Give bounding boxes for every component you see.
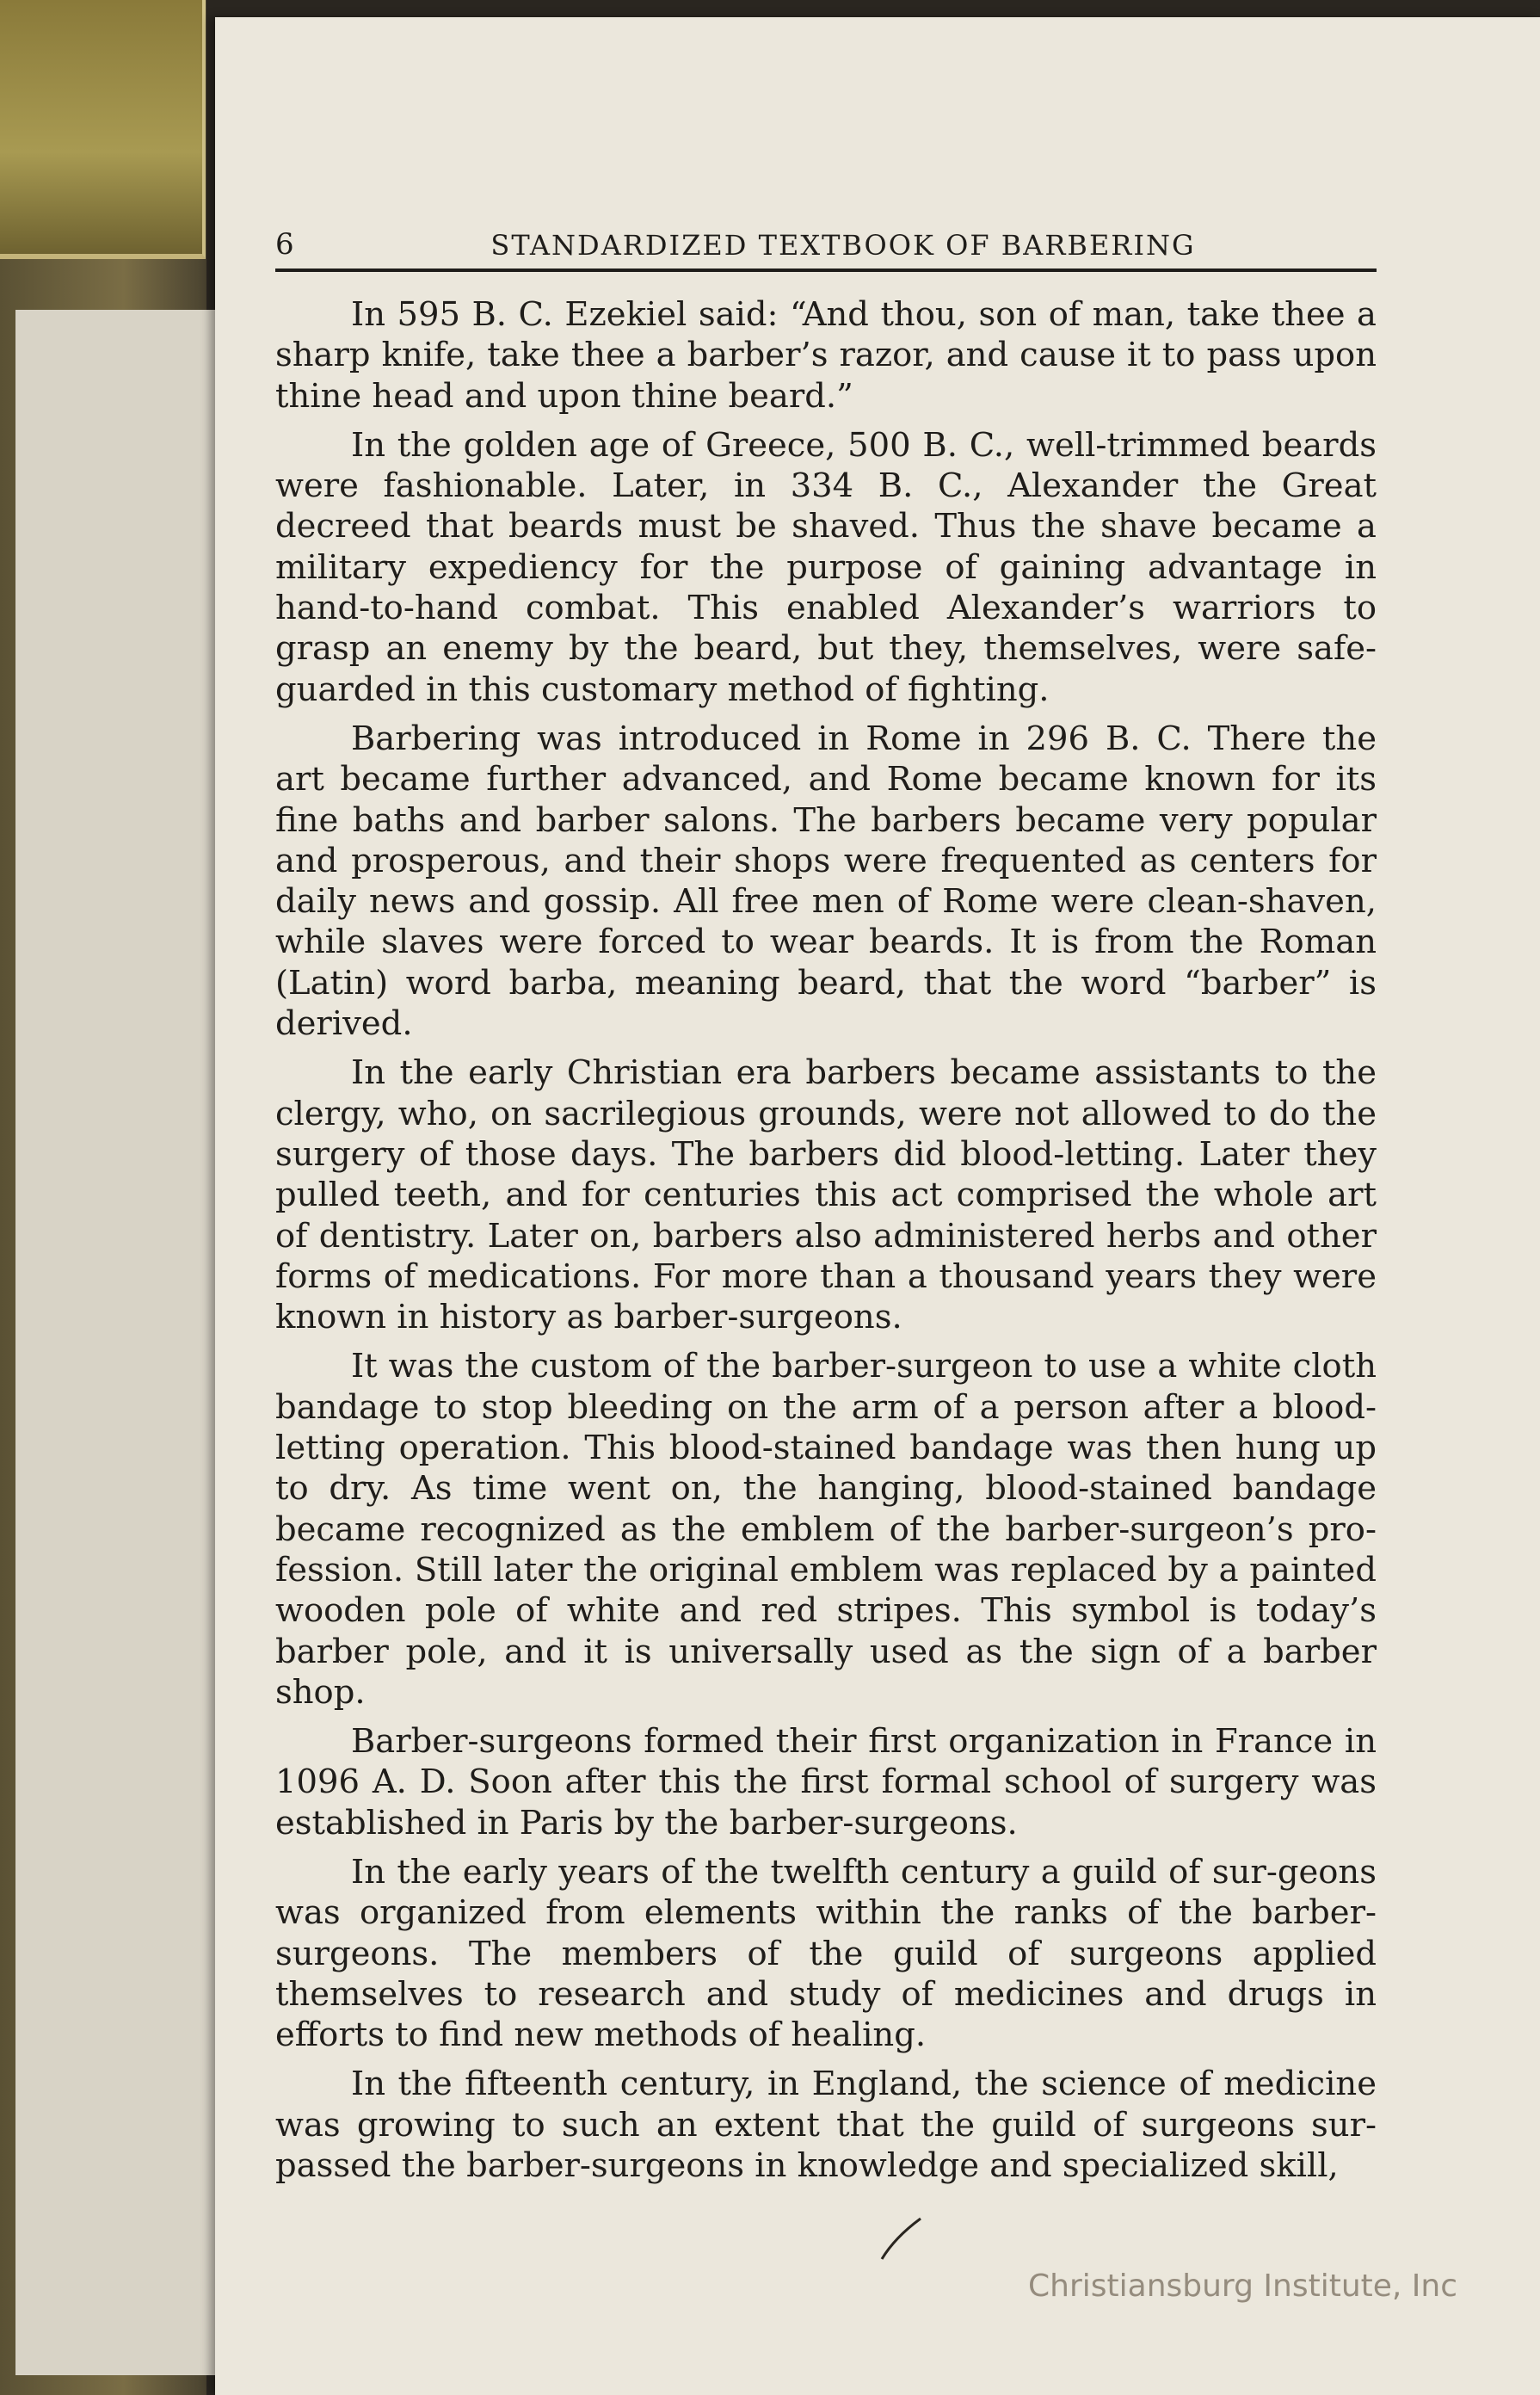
binder-tab (0, 0, 206, 259)
paragraph: In the fifteenth century, in England, the science of medicine was growing to such an extent that the guild of surgeons sur-passed the barber-surgeons in knowledge and specialized skill, (275, 2065, 1377, 2186)
pencil-mark (878, 2212, 929, 2263)
page-content (275, 215, 1377, 2194)
paragraph: In the early years of the twelfth century a guild of sur-geons was organized from elements within the ranks of the barber-surgeons. The members of the guild of surgeons applied themselves to research and study of medicines and drugs in efforts to find new methods of healing. (275, 1852, 1377, 2055)
underlying-page (15, 310, 239, 2375)
paragraph: It was the custom of the barber-surgeon to use a white cloth bandage to stop bleeding on the arm of a person after a blood-letting operation. This blood-stained bandage was then hung up to dry. As time went on, the hanging, blood-stained bandage became recognized as the emblem of the barber-surgeon’s pro-fession. Still later the original emblem was replaced by a painted wooden pole of white and red stripes. This symbol is today’s barber pole, and it is universally used as the sign of a barber shop. (275, 1347, 1377, 1712)
paragraph: Barbering was introduced in Rome in 296 B. C. There the art became further advanced, and Rome became known for its fine baths and barber salons. The barbers became very popular and prosperous, and their shops were frequented as centers for daily news and gossip. All free men of Rome were clean-shaven, while slaves were forced to wear beards. It is from the Roman (Latin) word barba, meaning beard, that the word “barber” is derived. (275, 719, 1377, 1044)
paragraph: Barber-surgeons formed their first organization in France in 1096 A. D. Soon after this the first formal school of surgery was established in Paris by the barber-surgeons. (275, 1722, 1377, 1843)
paragraph: In the early Christian era barbers became assistants to the clergy, who, on sacrilegious grounds, were not allowed to do the surgery of those days. The barbers did blood-letting. Later they pulled teeth, and for centuries this act comprised the whole art of dentistry. Later on, barbers also administered herbs and other forms of medications. For more than a thousand years they were known in history as barber-surgeons. (275, 1053, 1377, 1337)
page-number: 6 (275, 227, 294, 262)
paragraph: In the golden age of Greece, 500 B. C., well-trimmed beards were fashionable. Later, in 334 B. C., Alexander the Great decreed that beards must be shaved. Thus the shave became a military expediency for the purpose of gaining advantage in hand-to-hand combat. This enabled Alexander’s warriors to grasp an enemy by the beard, but they, themselves, were safe-guarded in this customary method of fighting. (275, 425, 1377, 709)
running-head: STANDARDIZED TEXTBOOK OF BARBERING (490, 229, 1196, 262)
paragraph: In 595 B. C. Ezekiel said: “And thou, son of man, take thee a sharp knife, take thee a barber’s razor, and cause it to pass upon thine head and upon thine beard.” (275, 295, 1377, 416)
body-text (275, 294, 1377, 2186)
page-header (275, 215, 1377, 272)
book-page (215, 17, 1540, 2395)
watermark: Christiansburg Institute, Inc (1028, 2268, 1458, 2304)
